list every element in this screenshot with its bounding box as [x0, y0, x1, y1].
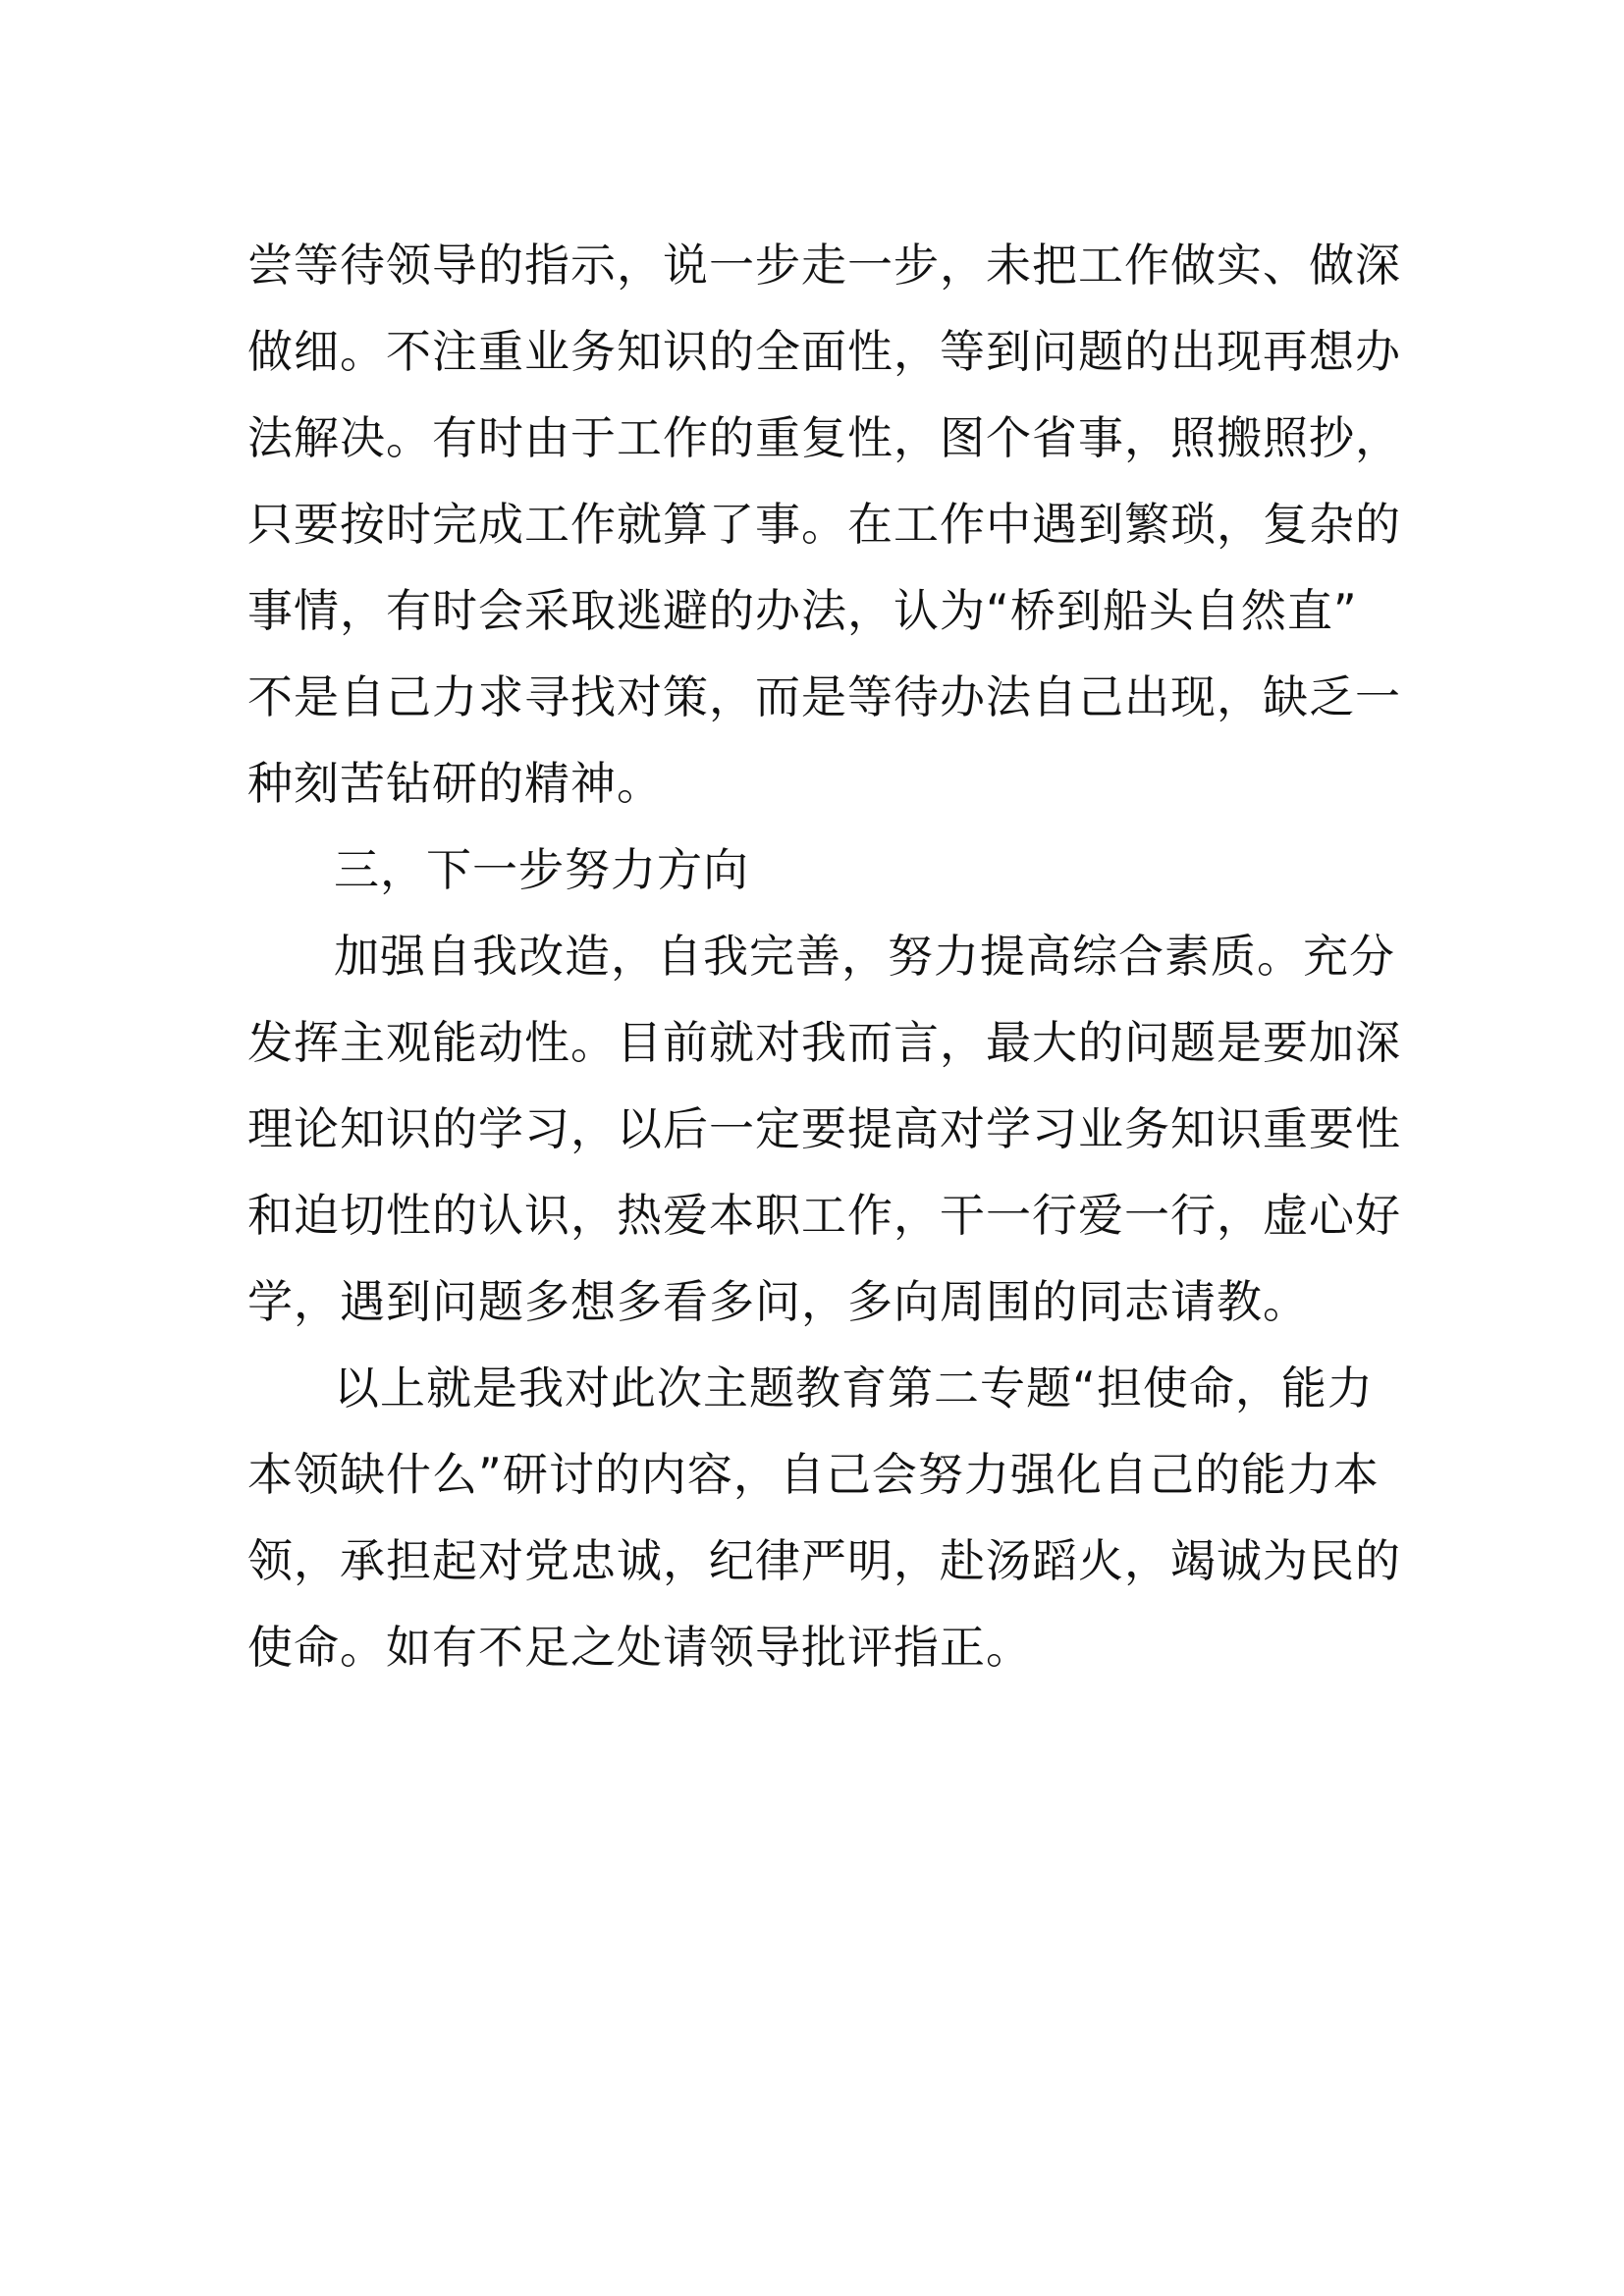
body-text-line: 领，承担起对党忠诚，纪律严明，赴汤蹈火，竭诚为民的	[247, 1534, 1401, 1587]
body-text-line: 和迫切性的认识，热爱本职工作，干一行爱一行，虚心好	[247, 1189, 1401, 1242]
body-text-line: 发挥主观能动性。目前就对我而言，最大的问题是要加深	[247, 1016, 1401, 1069]
body-text-line: 尝等待领导的指示，说一步走一步，未把工作做实、做深	[247, 239, 1401, 292]
body-text-line: 理论知识的学习，以后一定要提高对学习业务知识重要性	[247, 1102, 1401, 1155]
body-text-line: 不是自己力求寻找对策，而是等待办法自己出现，缺乏一	[247, 670, 1401, 723]
body-text-line: 事情，有时会采取逃避的办法，认为“桥到船头自然直”	[247, 584, 1358, 637]
body-text-line: 使命。如有不足之处请领导批评指正。	[247, 1621, 1032, 1674]
body-text-line: 以上就是我对此次主题教育第二专题“担使命，能力	[334, 1362, 1374, 1415]
body-text-line: 本领缺什么”研讨的内容，自己会努力强化自己的能力本	[247, 1448, 1380, 1501]
body-text-line: 法解决。有时由于工作的重复性，图个省事，照搬照抄，	[247, 411, 1401, 464]
body-text-line: 种刻苦钻研的精神。	[247, 757, 663, 810]
body-text-line: 做细。不注重业务知识的全面性，等到问题的出现再想办	[247, 325, 1401, 378]
body-text-line: 加强自我改造，自我完善，努力提高综合素质。充分	[334, 930, 1395, 983]
body-text-line: 只要按时完成工作就算了事。在工作中遇到繁琐，复杂的	[247, 498, 1401, 551]
body-text-line: 学，遇到问题多想多看多问，多向周围的同志请教。	[247, 1275, 1309, 1328]
section-heading: 三，下一步努力方向	[334, 843, 749, 896]
